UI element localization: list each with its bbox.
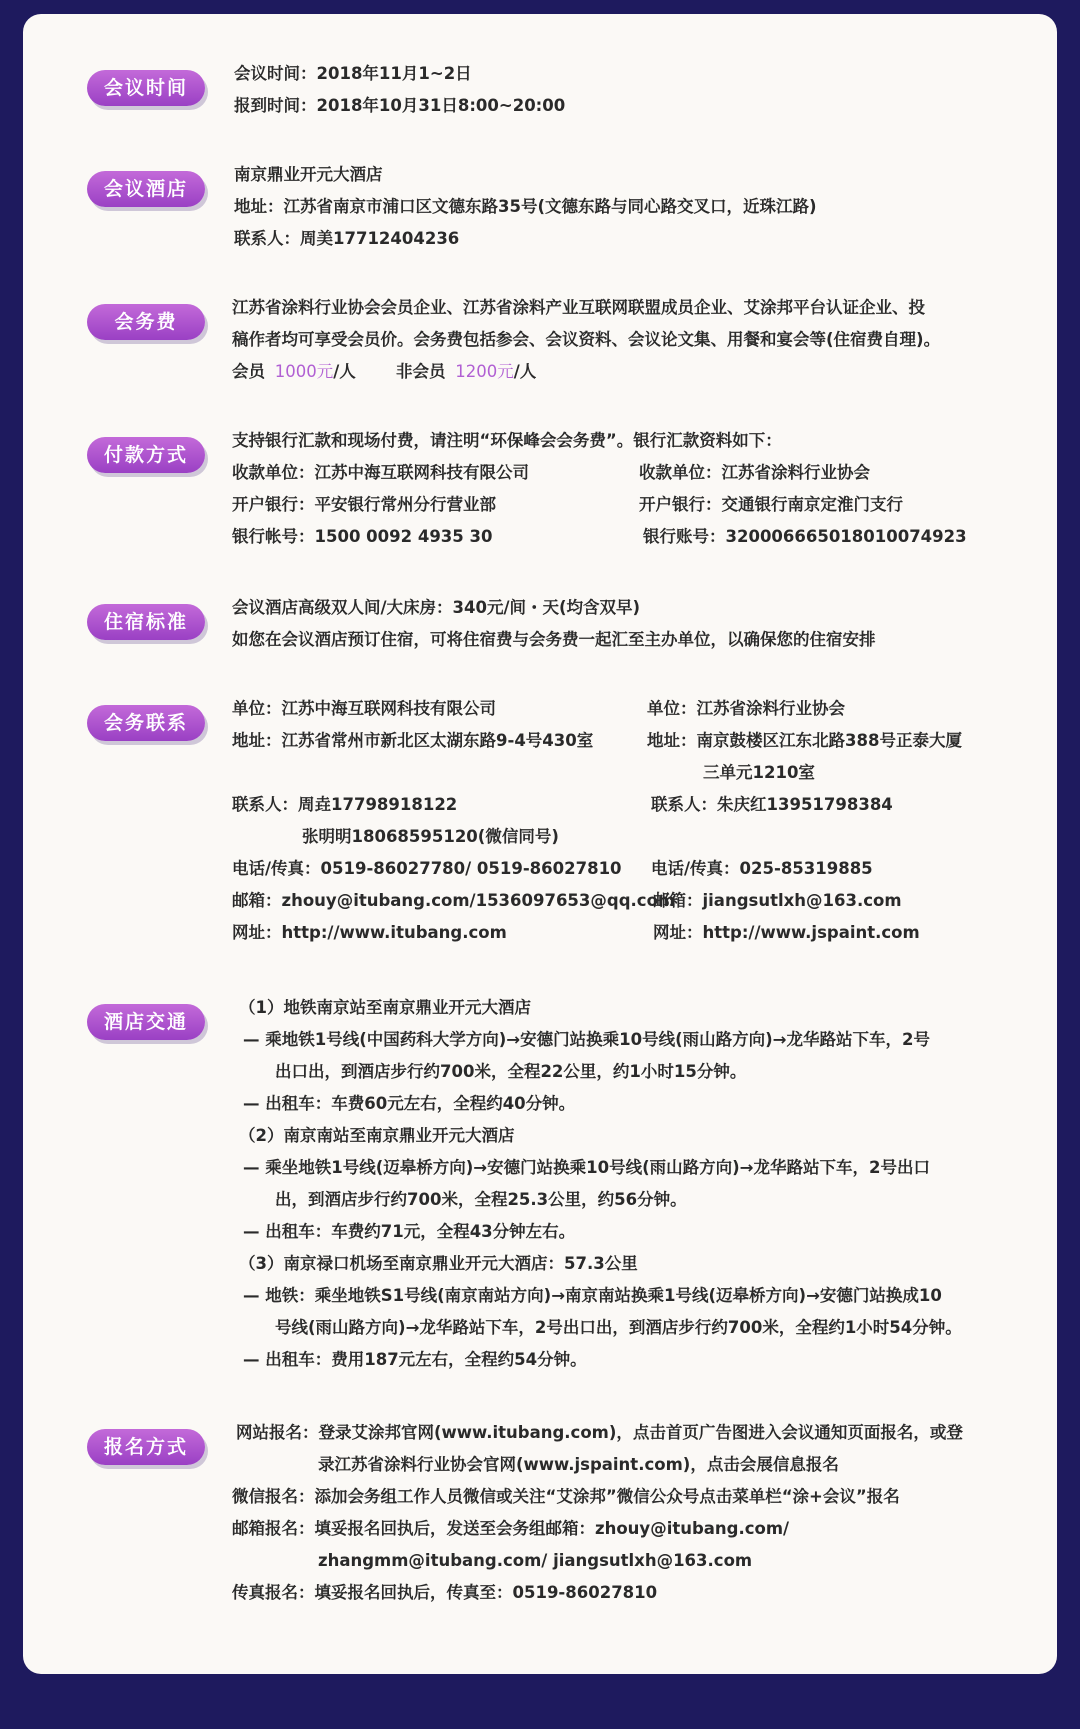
hotel-contact: 联系人：周美17712404236 [234,229,460,248]
contact-a-unit: 单位：江苏中海互联网科技有限公司 [232,699,496,718]
route-1-title: （1）地铁南京站至南京鼎业开元大酒店 [239,998,531,1017]
nonmember-label: 非会员 [396,362,446,381]
signup-fax: 传真报名：填妥报名回执后，传真至：0519-86027810 [232,1583,658,1602]
bank-b: 开户银行：交通银行南京定淮门支行 [639,495,903,514]
route-1-taxi: — 出租车：车费60元左右，全程约40分钟。 [243,1094,576,1113]
label-hotel: 会议酒店 [87,171,205,207]
fee-nonmember-price [396,362,536,382]
signup-wechat: 微信报名：添加会务组工作人员微信或关注“艾涂邦”微信公众号点击菜单栏“涂+会议”报名 [232,1487,900,1506]
route-1-metro: — 乘地铁1号线(中国药科大学方向)→安德门站换乘10号线(雨山路方向)→龙华路站下车，2号 [243,1030,930,1049]
route-3-taxi: — 出租车：费用187元左右，全程约54分钟。 [243,1350,587,1369]
member-unit: /人 [333,362,356,381]
contact-b-phone: 电话/传真：025-85319885 [651,859,873,878]
route-2-title: （2）南京南站至南京鼎业开元大酒店 [239,1126,515,1145]
payee-b: 收款单位：江苏省涂料行业协会 [639,463,870,482]
member-label: 会员 [232,362,265,381]
contact-b-address-2: 三单元1210室 [703,763,815,782]
fee-desc-1: 江苏省涂料行业协会会员企业、江苏省涂料产业互联网联盟成员企业、艾涂邦平台认证企业、投 [232,298,925,317]
label-fee: 会务费 [87,304,205,340]
info-card [23,14,1057,1674]
route-2-metro: — 乘坐地铁1号线(迈皋桥方向)→安德门站换乘10号线(雨山路方向)→龙华路站下车，2号出口 [243,1158,930,1177]
label-traffic: 酒店交通 [87,1004,205,1040]
lodging-price: 会议酒店高级双人间/大床房：340元/间・天(均含双早) [232,598,641,617]
contact-b-website: 网址：http://www.jspaint.com [653,923,920,942]
bank-a: 开户银行：平安银行常州分行营业部 [232,495,496,514]
member-price: 1000元 [274,362,334,381]
account-b: 银行账号：320006665018010074923 [643,527,967,546]
label-payment: 付款方式 [87,437,205,473]
checkin-time: 报到时间：2018年10月31日8:00~20:00 [234,96,566,115]
account-a: 银行帐号：1500 0092 4935 30 [232,527,493,546]
label-meeting-time: 会议时间 [87,70,205,106]
contact-b-unit: 单位：江苏省涂料行业协会 [647,699,845,718]
contact-b-email: 邮箱：jiangsutlxh@163.com [653,891,902,910]
contact-a-person-2: 张明明18068595120(微信同号) [302,827,559,846]
fee-member-price [232,362,356,382]
label-signup: 报名方式 [87,1429,205,1465]
route-3-metro: — 地铁：乘坐地铁S1号线(南京南站方向)→南京南站换乘1号线(迈皋桥方向)→安德门站换成10 [243,1286,942,1305]
contact-a-person: 联系人：周垚17798918122 [232,795,458,814]
contact-a-email: 邮箱：zhouy@itubang.com/1536097653@qq.com [232,891,676,910]
route-2-metro-cont: 出，到酒店步行约700米，全程25.3公里，约56分钟。 [275,1190,687,1209]
route-3-title: （3）南京禄口机场至南京鼎业开元大酒店：57.3公里 [239,1254,638,1273]
signup-email-cont: zhangmm@itubang.com/ jiangsutlxh@163.com [318,1551,753,1570]
lodging-note: 如您在会议酒店预订住宿，可将住宿费与会务费一起汇至主办单位，以确保您的住宿安排 [232,630,876,649]
nonmember-unit: /人 [513,362,537,381]
signup-web-cont: 录江苏省涂料行业协会官网(www.jspaint.com)，点击会展信息报名 [318,1455,839,1474]
signup-web: 网站报名：登录艾涂邦官网(www.itubang.com)，点击首页广告图进入会议通知页面报名，或登 [236,1423,963,1442]
meeting-date: 会议时间：2018年11月1~2日 [234,64,472,83]
hotel-name: 南京鼎业开元大酒店 [234,165,383,184]
payment-intro: 支持银行汇款和现场付费，请注明“环保峰会会务费”。银行汇款资料如下： [232,431,782,450]
hotel-address: 地址：江苏省南京市浦口区文德东路35号(文德东路与同心路交叉口，近珠江路) [234,197,817,216]
contact-a-website: 网址：http://www.itubang.com [232,923,507,942]
contact-b-person: 联系人：朱庆红13951798384 [651,795,893,814]
contact-b-address: 地址：南京鼓楼区江东北路388号正泰大厦 [647,731,962,750]
payee-a: 收款单位：江苏中海互联网科技有限公司 [232,463,529,482]
nonmember-price: 1200元 [455,362,514,381]
label-lodging: 住宿标准 [87,604,205,640]
route-3-metro-cont: 号线(雨山路方向)→龙华路站下车，2号出口出，到酒店步行约700米，全程约1小时54分钟。 [275,1318,962,1337]
contact-a-address: 地址：江苏省常州市新北区太湖东路9-4号430室 [232,731,594,750]
fee-desc-2: 稿作者均可享受会员价。会务费包括参会、会议资料、会议论文集、用餐和宴会等(住宿费自理)。 [232,330,941,349]
contact-a-phone: 电话/传真：0519-86027780/ 0519-86027810 [232,859,622,878]
signup-email: 邮箱报名：填妥报名回执后，发送至会务组邮箱：zhouy@itubang.com/ [232,1519,790,1538]
route-2-taxi: — 出租车：车费约71元，全程43分钟左右。 [243,1222,576,1241]
label-contact: 会务联系 [87,705,205,741]
route-1-metro-cont: 出口出，到酒店步行约700米，全程22公里，约1小时15分钟。 [275,1062,747,1081]
